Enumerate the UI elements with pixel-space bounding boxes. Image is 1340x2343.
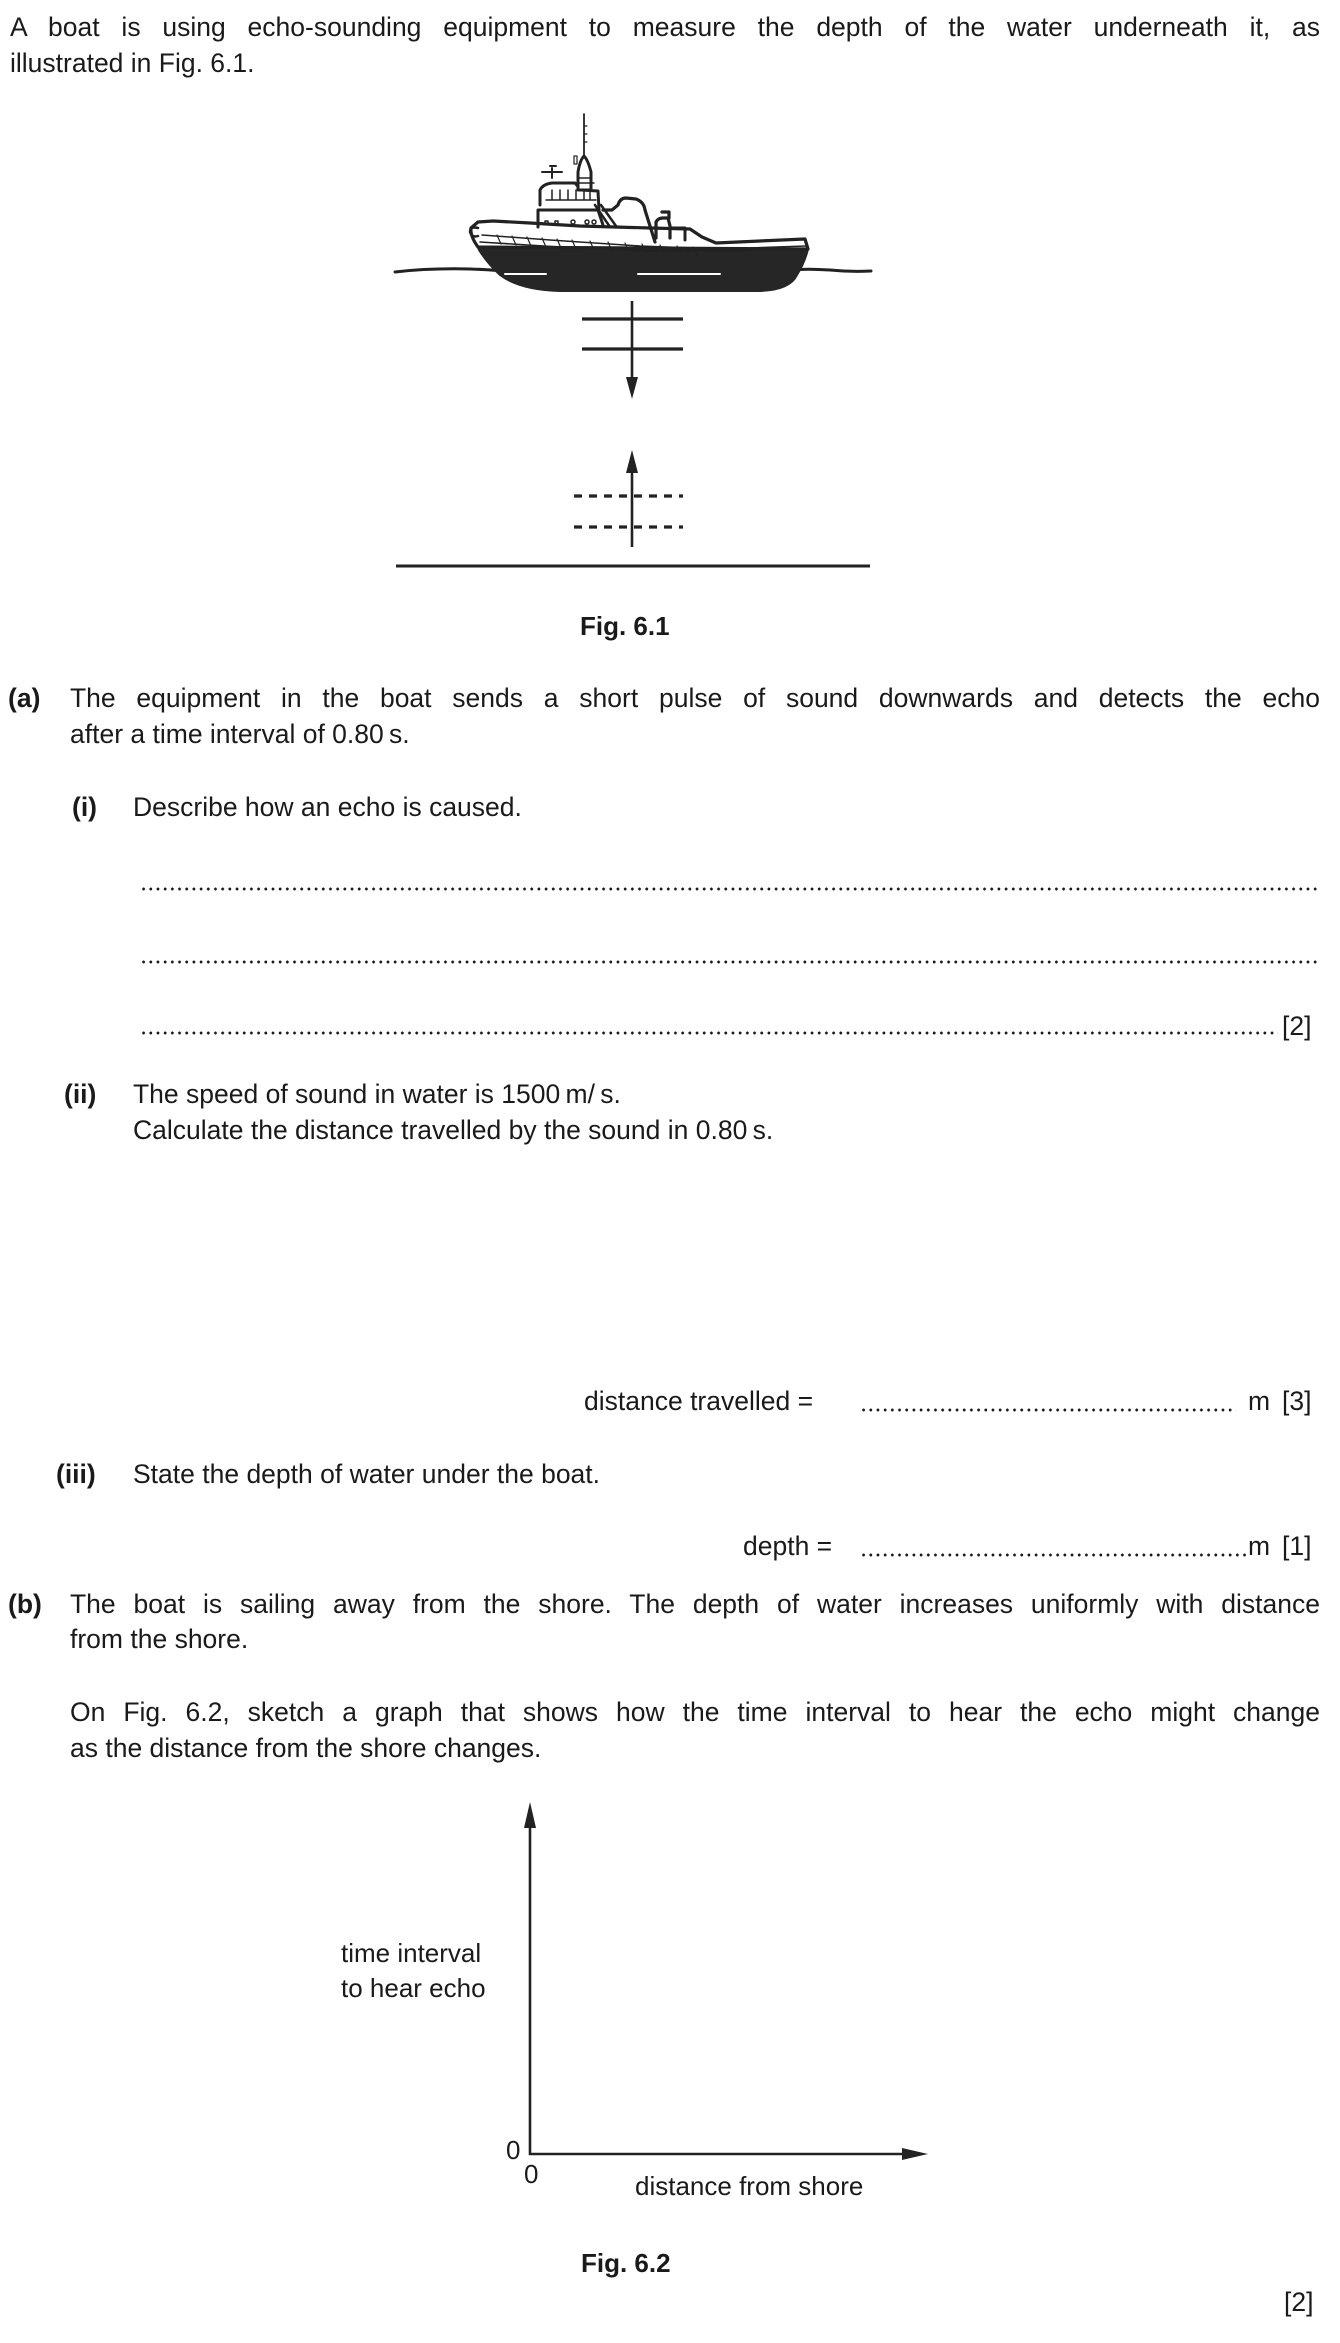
part-b-line-3: On Fig. 6.2, sketch a graph that shows how the time interval to hear the echo might change [70,1697,1320,1727]
intro-line-1: A boat is using echo-sounding equipment to measure the depth of the water underneath it, as [10,12,1320,42]
part-a-ii-line-2: Calculate the distance travelled by the sound in 0.80 s. [133,1115,774,1145]
part-a-ii-label: (ii) [64,1079,97,1109]
marks-a-iii: [1] [1282,1531,1312,1561]
part-a-iii-label: (iii) [56,1459,96,1489]
marks-b: [2] [1284,2287,1314,2317]
distance-travelled-answer-field[interactable] [860,1408,1236,1412]
y-axis-label-line-2: to hear echo [341,1973,486,2003]
fig-6-1-diagram [0,0,1340,700]
part-a-ii-line-1: The speed of sound in water is 1500 m/ s. [133,1079,621,1109]
intro-line-2: illustrated in Fig. 6.1. [10,48,255,78]
part-a-i-question: Describe how an echo is caused. [133,792,522,822]
transmitted-pulse-arrow-icon [582,301,683,399]
fig-6-1-caption: Fig. 6.1 [580,611,670,641]
part-b-line-1: The boat is sailing away from the shore. The depth of water increases uniformly with distance [70,1589,1320,1619]
marks-a-i: [2] [1282,1011,1312,1041]
fig-6-2-caption: Fig. 6.2 [581,2248,671,2278]
x-axis-arrow-icon [902,2148,928,2160]
part-a-line-1: The equipment in the boat sends a short pulse of sound downwards and detects the echo [70,683,1320,713]
depth-unit: m [1248,1531,1271,1561]
part-a-line-2: after a time interval of 0.80 s. [70,719,410,749]
echo-arrow-icon [574,450,683,547]
part-a-iii-question: State the depth of water under the boat. [133,1459,601,1489]
y-origin-label: 0 [506,2135,521,2165]
depth-answer-field[interactable] [860,1553,1246,1557]
boat-icon [395,114,871,291]
part-b-label: (b) [8,1589,42,1619]
answer-line-i-1[interactable] [140,887,1320,891]
answer-line-i-3[interactable] [140,1031,1278,1035]
part-a-i-label: (i) [72,792,98,822]
part-b-line-4: as the distance from the shore changes. [70,1733,542,1763]
part-b-line-2: from the shore. [70,1624,249,1654]
marks-a-ii: [3] [1282,1386,1312,1416]
y-axis-arrow-icon [524,1802,536,1828]
part-a-label: (a) [8,683,41,713]
depth-label: depth = [743,1531,833,1561]
distance-travelled-label: distance travelled = [584,1386,814,1416]
x-origin-label: 0 [524,2159,539,2189]
boat-hull [478,247,808,291]
y-axis-label-line-1: time interval [341,1938,482,1968]
x-axis-label: distance from shore [635,2171,864,2201]
distance-unit: m [1248,1386,1271,1416]
answer-line-i-2[interactable] [140,960,1320,964]
